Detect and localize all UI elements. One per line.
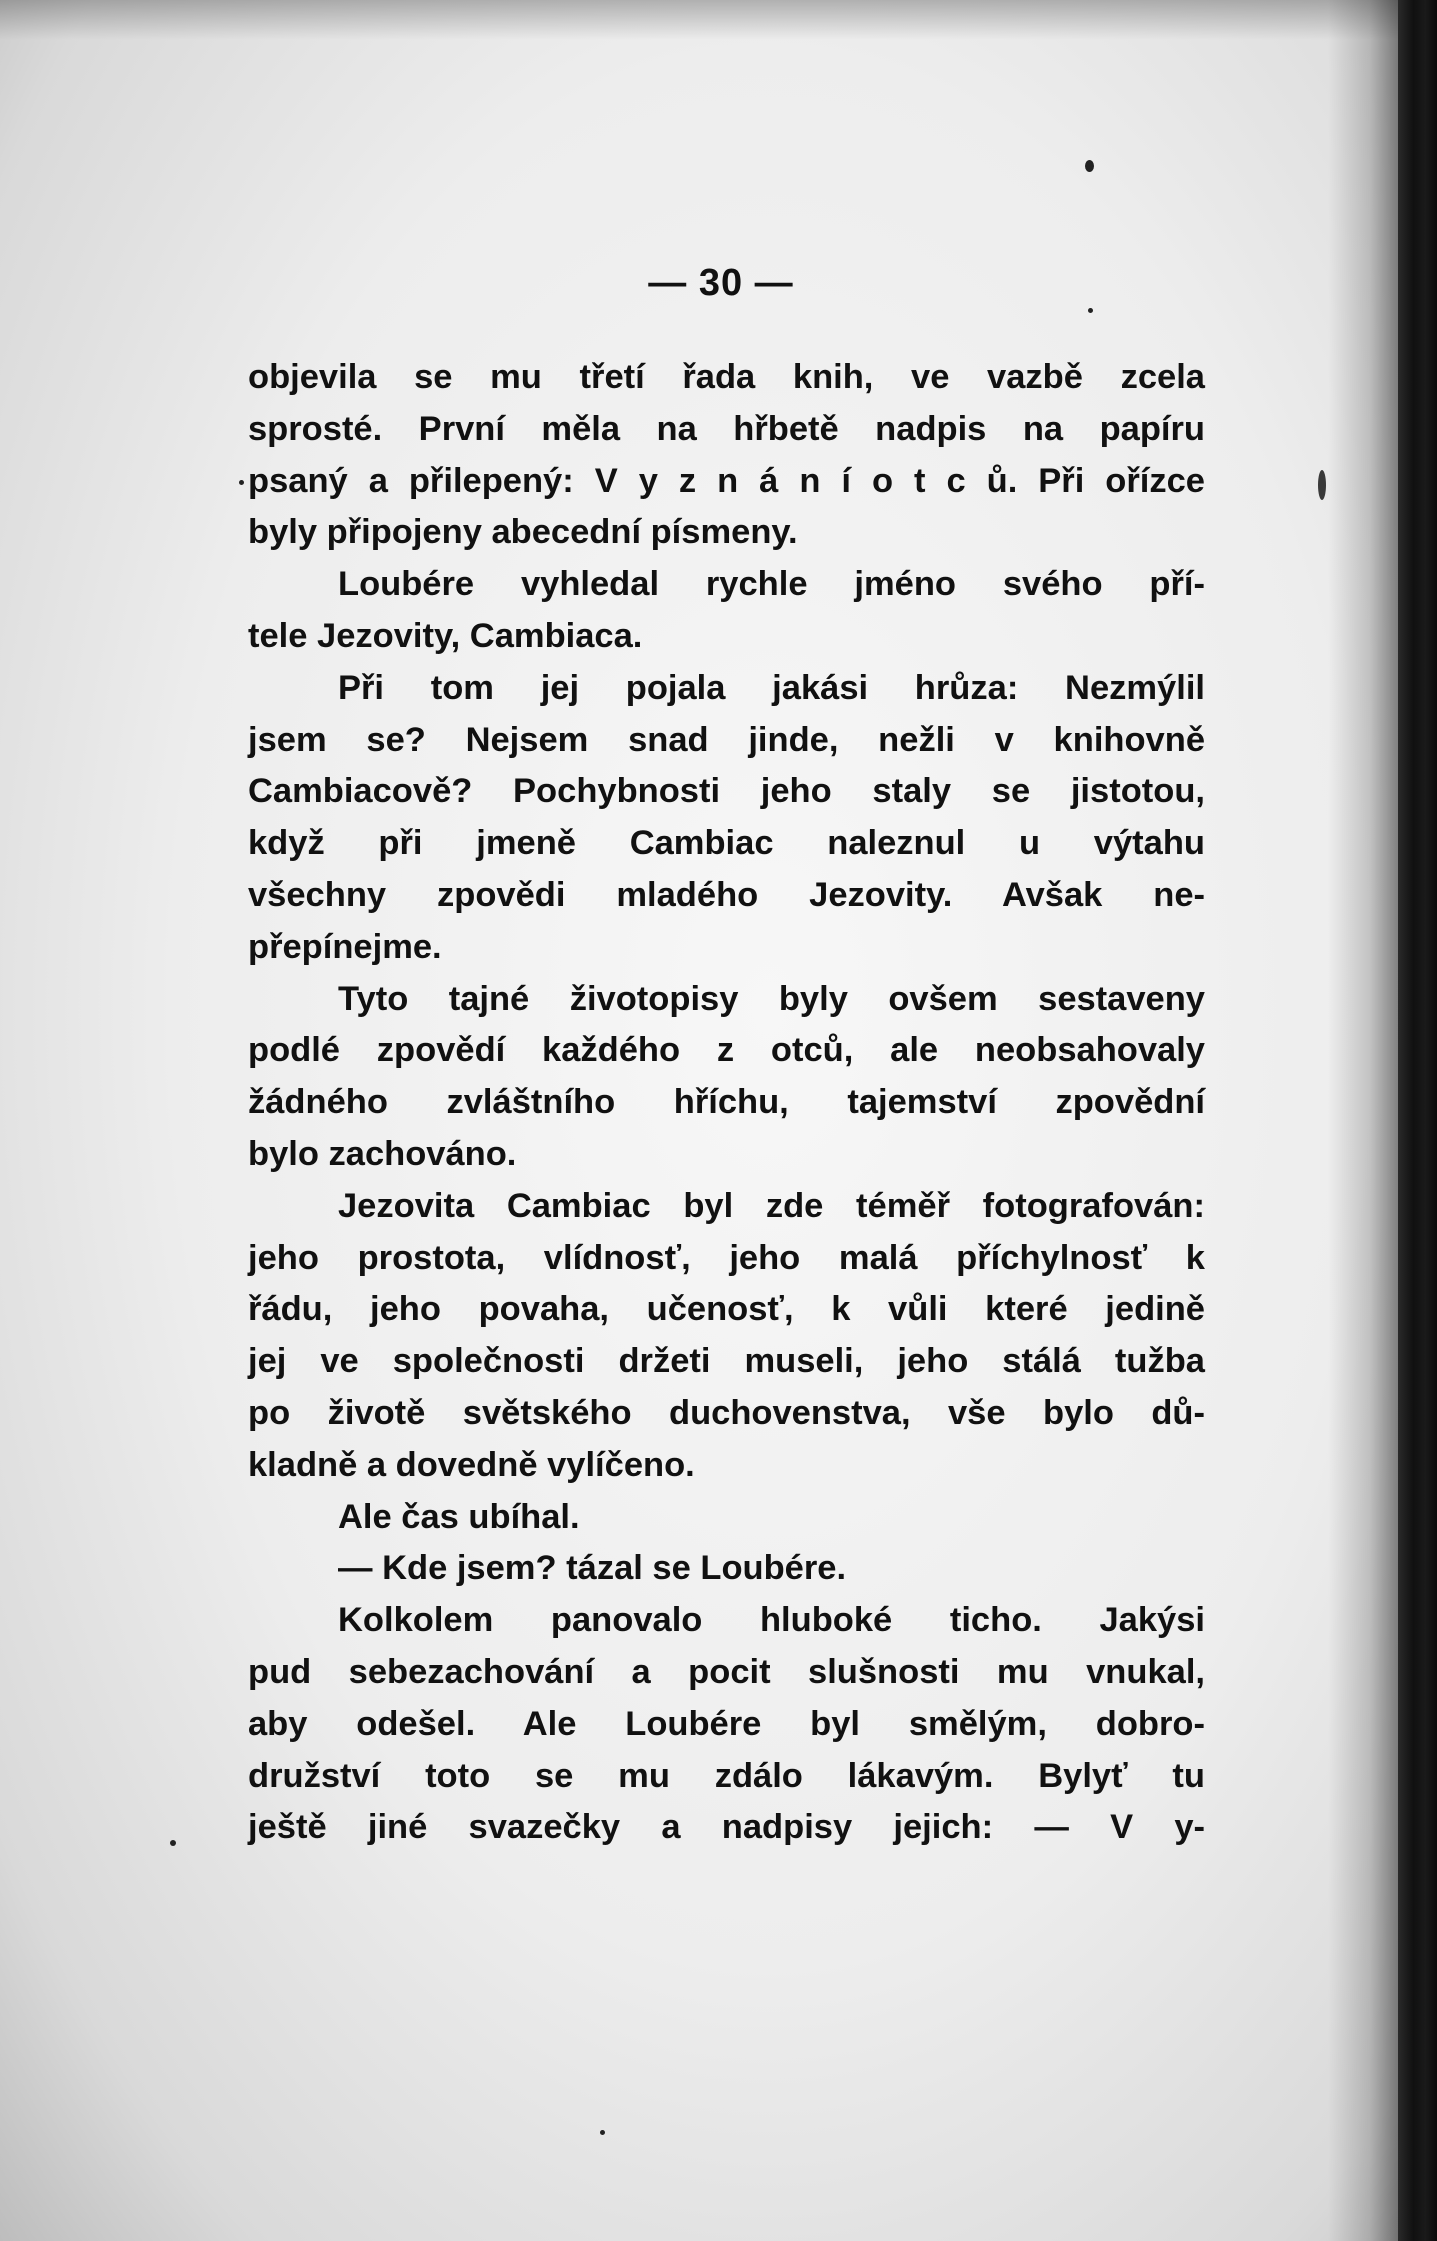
- scan-speck: [1088, 308, 1093, 313]
- text-line: když při jmeně Cambiac naleznul u výtahu: [248, 824, 1205, 863]
- text-line: bylo zachováno.: [248, 1134, 517, 1173]
- text-line: řádu, jeho povaha, učenosť, k vůli které jedině: [248, 1290, 1205, 1329]
- scan-edge-shadow: [1328, 0, 1398, 2241]
- text-line: po životě světského duchovenstva, vše bylo dů-: [248, 1393, 1205, 1432]
- text-line: Kolkolem panovalo hluboké ticho. Jakýsi: [338, 1601, 1205, 1640]
- text-line: kladně a dovedně vylíčeno.: [248, 1445, 695, 1484]
- text-line: ještě jiné svazečky a nadpisy jejich: — V y-: [248, 1808, 1205, 1847]
- scan-speck: [239, 480, 244, 485]
- text-line: jeho prostota, vlídnosť, jeho malá příchylnosť k: [248, 1238, 1205, 1277]
- text-line: Jezovita Cambiac byl zde téměř fotografován:: [338, 1186, 1205, 1225]
- text-line: pud sebezachování a pocit slušnosti mu vnukal,: [248, 1652, 1205, 1691]
- text-line: — Kde jsem? tázal se Loubére.: [338, 1549, 847, 1588]
- body-text: [248, 352, 1205, 1854]
- text-line: žádného zvláštního hříchu, tajemství zpovědní: [248, 1083, 1205, 1122]
- text-line: sprosté. První měla na hřbetě nadpis na papíru: [248, 409, 1205, 448]
- scan-speck: [1085, 160, 1094, 172]
- text-line: objevila se mu třetí řada knih, ve vazbě zcela: [248, 358, 1205, 396]
- text-line: všechny zpovědi mladého Jezovity. Avšak ne-: [248, 875, 1205, 914]
- scan-speck: [170, 1840, 176, 1846]
- text-line: družství toto se mu zdálo lákavým. Bylyť tu: [248, 1756, 1205, 1795]
- text-line: Loubére vyhledal rychle jméno svého pří-: [338, 565, 1205, 604]
- text-line: Cambiacově? Pochybnosti jeho staly se jistotou,: [248, 772, 1205, 811]
- text-line: Při tom jej pojala jakási hrůza: Nezmýlil: [338, 668, 1205, 707]
- text-line: byly připojeny abecední písmeny.: [248, 513, 798, 552]
- text-line: jej ve společnosti držeti museli, jeho stálá tužba: [248, 1342, 1205, 1381]
- text-line: Tyto tajné životopisy byly ovšem sestaveny: [338, 979, 1205, 1018]
- text-line: aby odešel. Ale Loubére byl smělým, dobro-: [248, 1704, 1205, 1743]
- scan-top-shadow: [0, 0, 1398, 40]
- page-number: — 30 —: [648, 262, 794, 304]
- text-line: Ale čas ubíhal.: [338, 1497, 580, 1536]
- text-line: jsem se? Nejsem snad jinde, nežli v knihovně: [248, 720, 1205, 759]
- scan-speck: [600, 2130, 605, 2135]
- text-line: podlé zpovědí každého z otců, ale neobsahovaly: [248, 1031, 1205, 1070]
- scan-speck: [1318, 470, 1326, 500]
- text-line: psaný a přilepený: V y z n á n í o t c ů. Při ořízce: [248, 461, 1205, 500]
- scan-dark-margin: [1398, 0, 1437, 2241]
- text-line: tele Jezovity, Cambiaca.: [248, 616, 643, 655]
- text-line: přepínejme.: [248, 927, 442, 966]
